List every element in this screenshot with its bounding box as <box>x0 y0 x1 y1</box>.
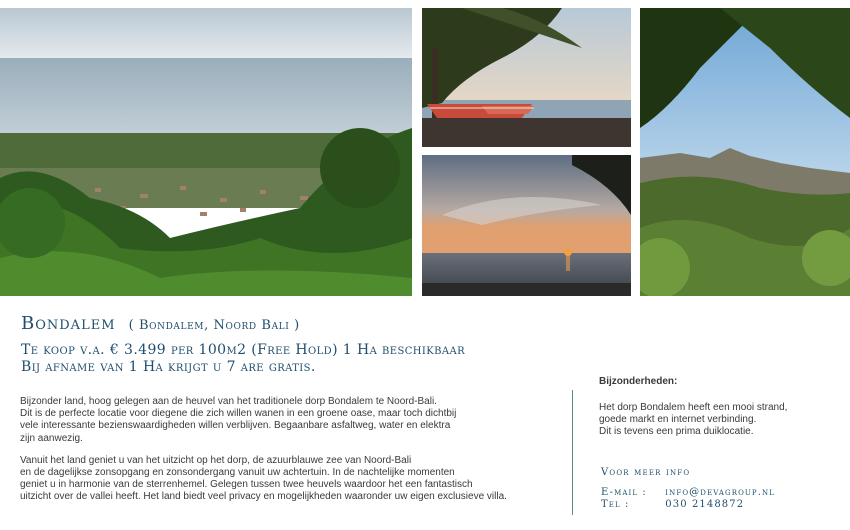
contact-heading: Voor meer info <box>601 467 691 478</box>
description-line: Vanuit het land geniet u van het uitzicht op het dorp, de azuurblauwe zee van Noord-Bali <box>20 454 412 466</box>
description-line: Dit is de perfecte locatie voor diegene die zich willen wanen in een groene oase, maar toch dichtbij <box>20 408 457 420</box>
specials-line: Het dorp Bondalem heeft een mooi strand, <box>599 402 788 413</box>
column-divider <box>572 390 573 515</box>
page-title <box>21 313 300 334</box>
specials-line: Dit is tevens een prima duiklocatie. <box>599 426 754 438</box>
specials-heading: Bijzonderheden: <box>599 376 678 387</box>
specials-line: goede markt en internet verbinding. <box>599 414 757 426</box>
description-line: uitzicht over de vallei heeft. Het land biedt veel privacy en mogelijkheden waaronder uw eigen exclusieve villa. <box>20 491 507 503</box>
description-paragraph <box>20 396 565 445</box>
offer-text <box>21 342 465 376</box>
phone-label: Tel : <box>601 499 630 510</box>
beach-boats-photo <box>422 8 631 147</box>
description-line: en de dagelijkse zonsopgang en zonsondergang vanuit uw achtertuin. In de nachtelijke momenten <box>20 467 455 479</box>
title-location: Bondalem <box>21 313 116 334</box>
contact-phone <box>601 499 744 510</box>
description-paragraph <box>20 455 565 504</box>
email-link[interactable]: info@devagroup.nl <box>665 487 775 498</box>
contact-email <box>601 487 775 498</box>
description-line: vele interessante bezienswaardigheden willen verblijven. Begaanbare asfaltweg, water en elektra <box>20 420 451 432</box>
property-description <box>20 396 565 514</box>
mountain-photo <box>640 8 850 296</box>
offer-line-price: Te koop v.a. € 3.499 per 100m2 (Free Hold) 1 Ha beschikbaar <box>21 342 466 358</box>
description-line: Bijzonder land, hoog gelegen aan de heuvel van het traditionele dorp Bondalem te Noord-Bali. <box>20 396 437 407</box>
offer-line-bonus: Bij afname van 1 Ha krijgt u 7 are gratis. <box>21 359 316 375</box>
email-label: E-mail : <box>601 487 647 498</box>
hillside-village-photo <box>0 8 412 296</box>
title-region: ( Bondalem, Noord Bali ) <box>128 318 300 333</box>
description-line: zijn aanwezig. <box>20 432 83 444</box>
description-line: geniet u in harmonie van de sterrenhemel. Gelegen tussen twee heuvels waardoor het een fantastisch <box>20 479 473 491</box>
phone-number: 030 2148872 <box>665 499 745 510</box>
sunset-photo <box>422 155 631 296</box>
specials-text <box>599 402 787 439</box>
